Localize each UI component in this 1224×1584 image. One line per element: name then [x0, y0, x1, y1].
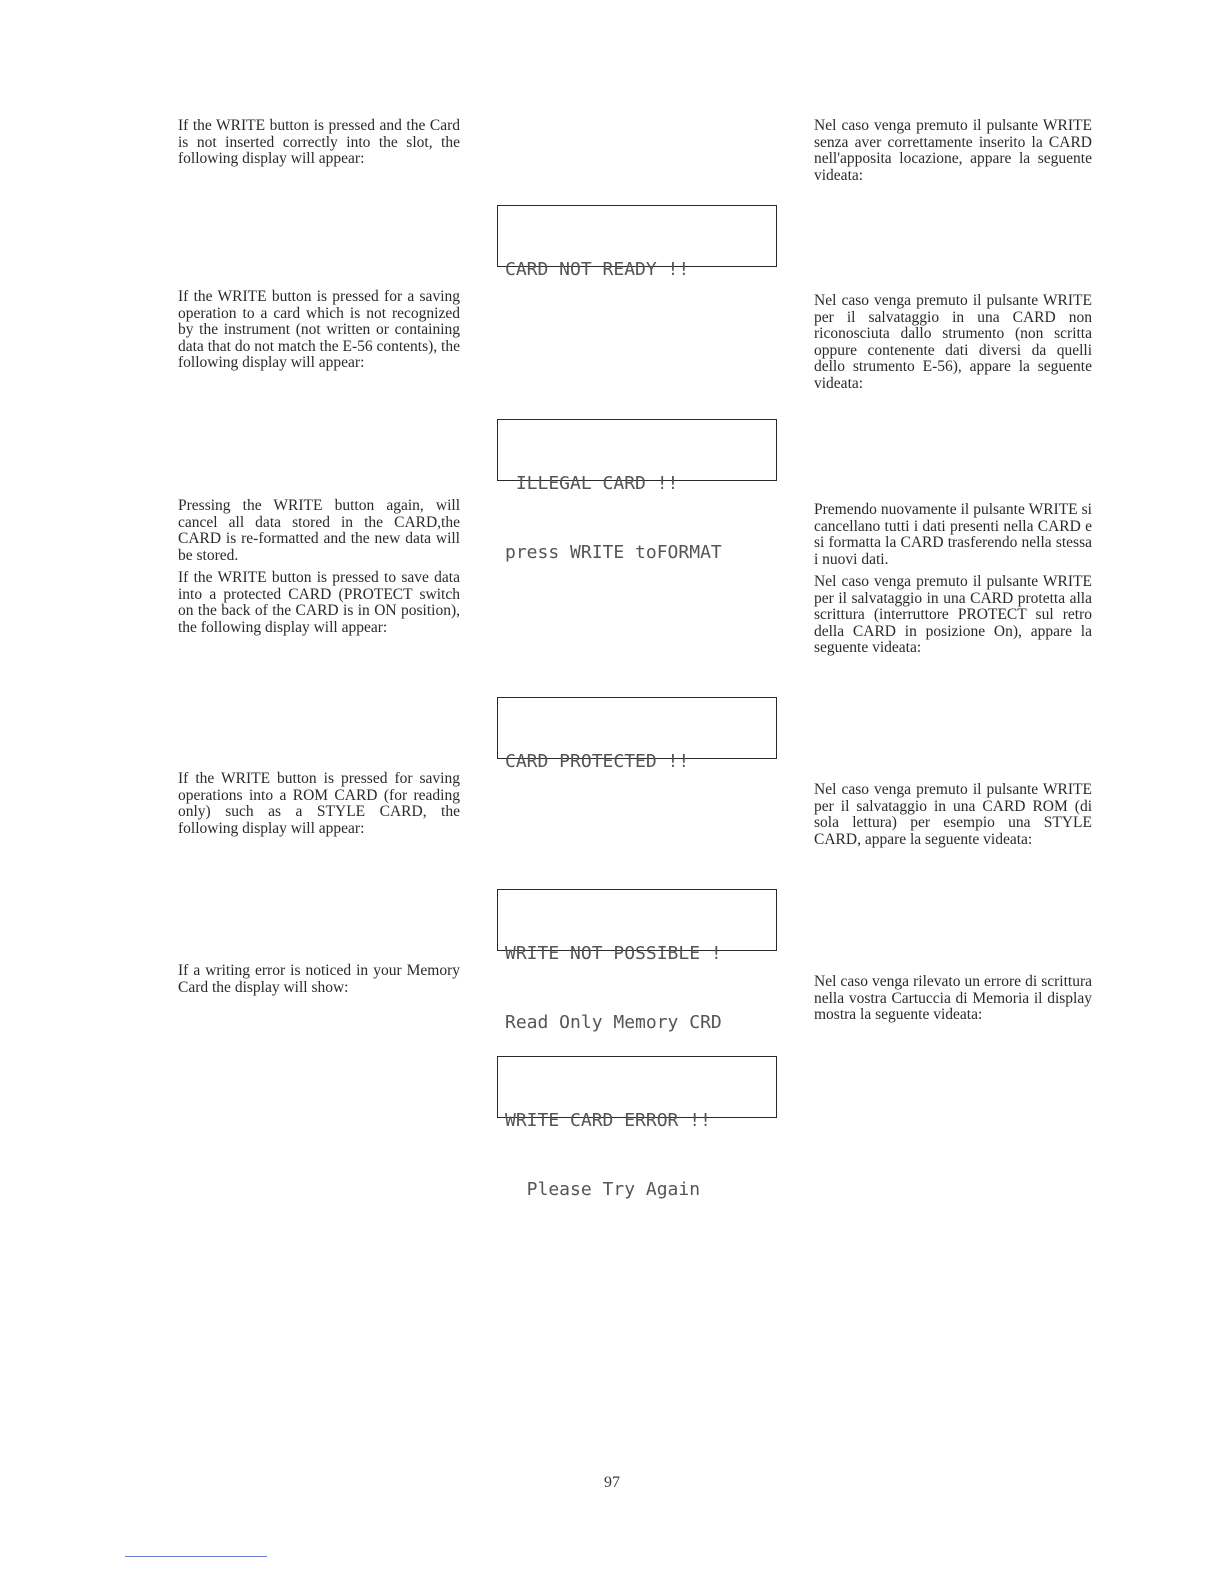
- lcd-line-1: WRITE NOT POSSIBLE !: [505, 943, 722, 964]
- lcd-display-card-not-ready: [497, 205, 777, 280]
- italian-paragraph-write-card-error: Nel caso venga rilevato un errore di scrittura nella vostra Cartuccia di Memoria il display mostra la seguente videata:: [814, 973, 1092, 1023]
- lcd-line-2: [498, 327, 776, 350]
- italian-paragraph-card-not-ready: Nel caso venga premuto il pulsante WRITE senza aver correttamente inserito la CARD nell'apposita locazione, appare la seguente videata:: [814, 117, 1092, 184]
- english-paragraph-write-not-possible: If the WRITE button is pressed for saving operations into a ROM CARD (for reading only) such as a STYLE CARD, the following display will appear:: [178, 770, 460, 837]
- lcd-line-1: WRITE CARD ERROR !!: [505, 1110, 711, 1131]
- english-paragraph-card-not-ready: If the WRITE button is pressed and the Card is not inserted correctly into the slot, the following display will appear:: [178, 117, 460, 167]
- english-paragraph-write-card-error: If a writing error is noticed in your Memory Card the display will show:: [178, 962, 460, 996]
- english-paragraph-card-protected: Pressing the WRITE button again, will cancel all data stored in the CARD,the CARD is re-formatted and the new data will be stored. If the WRITE button is pressed to save data into a protected CARD (PROTECT switch on the back of the CARD is in ON position), the following display will appear:: [178, 497, 460, 636]
- page-number: 97: [604, 1474, 620, 1491]
- lcd-line-2: [498, 819, 776, 842]
- lcd-line-1: CARD NOT READY !!: [505, 259, 690, 280]
- italian-paragraph-write-not-possible: Nel caso venga premuto il pulsante WRITE per il salvataggio in una CARD ROM (di sola lettura) per esempio una STYLE CARD, appare la seguente videata:: [814, 781, 1092, 848]
- lcd-line-2: press WRITE toFORMAT: [505, 542, 722, 563]
- english-paragraph-illegal-card: If the WRITE button is pressed for a saving operation to a card which is not recognized by the instrument (not written or containing data that do not match the E-56 contents), the following display will appear:: [178, 288, 460, 371]
- lcd-display-card-protected: [497, 697, 777, 772]
- lcd-line-1: CARD PROTECTED !!: [505, 751, 690, 772]
- lcd-line-2: Read Only Memory CRD: [505, 1012, 722, 1033]
- footnote-divider: [125, 1556, 267, 1557]
- lcd-display-write-not-possible: [497, 889, 777, 1033]
- italian-paragraph-illegal-card: Nel caso venga premuto il pulsante WRITE per il salvataggio in una CARD non riconosciuta dallo strumento (non scritta oppure contenente dati diversi da quelli dello strumento E-56), appare la seguente videata:: [814, 292, 1092, 392]
- lcd-display-illegal-card: [497, 419, 777, 563]
- lcd-display-write-card-error: [497, 1056, 777, 1200]
- lcd-line-1: ILLEGAL CARD !!: [505, 473, 679, 494]
- lcd-line-2: Please Try Again: [505, 1179, 701, 1200]
- italian-paragraph-card-protected: Premendo nuovamente il pulsante WRITE si cancellano tutti i dati presenti nella CARD e si formatta la CARD trasferendo nella stessa i nuovi dati. Nel caso venga premuto il pulsante WRITE per il salvataggio in una CARD protetta alla scrittura (interruttore PROTECT sul retro della CARD in posizione On), appare la seguente videata:: [814, 501, 1092, 656]
